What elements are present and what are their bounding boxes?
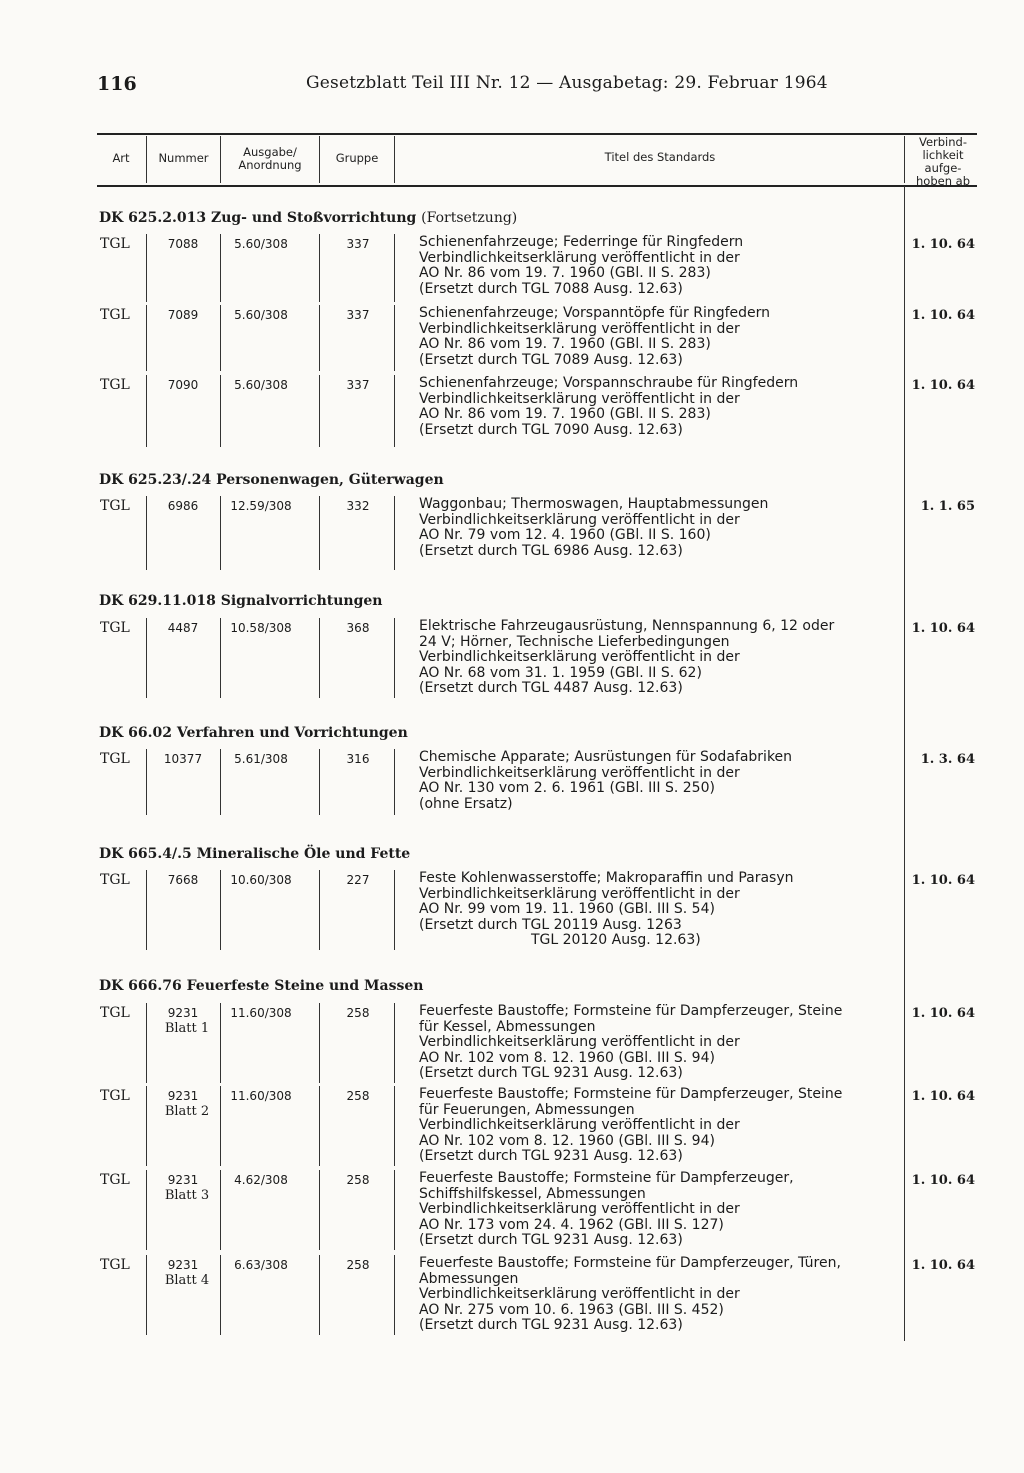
cell-nummer: 7088 bbox=[167, 237, 199, 251]
cell-nummer: 6986 bbox=[167, 499, 199, 513]
cell-nummer: 9231 bbox=[167, 1006, 199, 1020]
title-line: Verbindlichkeitserklärung veröffentlicht in der bbox=[419, 649, 740, 666]
section-heading-text: DK 666.76 Feuerfeste Steine und Massen bbox=[99, 978, 424, 994]
title-line: AO Nr. 86 vom 19. 7. 1960 (GBl. II S. 283) bbox=[419, 336, 711, 353]
cell-date: 1. 1. 65 bbox=[920, 499, 975, 514]
title-line: (Ersetzt durch TGL 20119 Ausg. 1263 bbox=[419, 916, 682, 933]
title-line: AO Nr. 275 vom 10. 6. 1963 (GBl. III S. 452) bbox=[419, 1301, 724, 1318]
cell-divider bbox=[319, 870, 320, 950]
cell-divider bbox=[394, 1086, 395, 1166]
cell-art: TGL bbox=[100, 377, 130, 393]
header-divider bbox=[394, 136, 395, 183]
cell-divider bbox=[319, 1003, 320, 1083]
cell-nummer: 9231 bbox=[167, 1089, 199, 1103]
cell-art: TGL bbox=[100, 1172, 130, 1188]
cell-divider bbox=[146, 305, 147, 371]
col-nummer: Nummer bbox=[158, 151, 209, 165]
cell-date: 1. 10. 64 bbox=[911, 237, 975, 252]
title-line: Feuerfeste Baustoffe; Formsteine für Dampferzeuger, bbox=[419, 1170, 794, 1186]
cell-date: 1. 10. 64 bbox=[911, 1258, 975, 1273]
title-line: (Ersetzt durch TGL 4487 Ausg. 12.63) bbox=[419, 680, 683, 697]
title-line: Schiffshilfskessel, Abmessungen bbox=[419, 1185, 646, 1202]
title-line: AO Nr. 86 vom 19. 7. 1960 (GBl. II S. 283) bbox=[419, 265, 711, 282]
title-line: (Ersetzt durch TGL 7088 Ausg. 12.63) bbox=[419, 280, 683, 297]
cell-art: TGL bbox=[100, 1088, 130, 1104]
cell-date: 1. 10. 64 bbox=[911, 621, 975, 636]
title-line: Verbindlichkeitserklärung veröffentlicht in der bbox=[419, 390, 740, 407]
cell-date: 1. 10. 64 bbox=[911, 1089, 975, 1104]
title-line: AO Nr. 102 vom 8. 12. 1960 (GBl. III S. 94) bbox=[419, 1132, 715, 1149]
cell-ausgabe: 4.62/308 bbox=[234, 1173, 288, 1187]
page-number: 116 bbox=[97, 73, 137, 95]
cell-divider bbox=[146, 618, 147, 698]
col-gruppe: Gruppe bbox=[335, 151, 379, 165]
title-line: Verbindlichkeitserklärung veröffentlicht in der bbox=[419, 764, 740, 781]
cell-divider bbox=[146, 1086, 147, 1166]
title-line: Elektrische Fahrzeugausrüstung, Nennspannung 6, 12 oder bbox=[419, 618, 835, 634]
section-heading-suffix: (Fortsetzung) bbox=[421, 210, 518, 226]
cell-gruppe: 337 bbox=[346, 378, 370, 392]
title-line: Schienenfahrzeuge; Vorspannschraube für Ringfedern bbox=[419, 375, 799, 391]
title-line: (Ersetzt durch TGL 9231 Ausg. 12.63) bbox=[419, 1232, 683, 1249]
cell-gruppe: 332 bbox=[346, 499, 370, 513]
cell-nummer: 10377 bbox=[163, 752, 203, 766]
title-line: AO Nr. 68 vom 31. 1. 1959 (GBl. II S. 62) bbox=[419, 664, 702, 681]
title-line: AO Nr. 102 vom 8. 12. 1960 (GBl. III S. 94) bbox=[419, 1049, 715, 1066]
cell-divider bbox=[394, 749, 395, 815]
cell-divider bbox=[394, 305, 395, 371]
cell-nummer-blatt: Blatt 3 bbox=[164, 1188, 210, 1203]
section-heading bbox=[99, 472, 444, 488]
title-line: Verbindlichkeitserklärung veröffentlicht in der bbox=[419, 1117, 740, 1134]
cell-divider bbox=[394, 375, 395, 447]
title-line: Waggonbau; Thermoswagen, Hauptabmessungen bbox=[419, 496, 769, 512]
title-line: Verbindlichkeitserklärung veröffentlicht in der bbox=[419, 1286, 740, 1303]
cell-art: TGL bbox=[100, 498, 130, 514]
cell-art: TGL bbox=[100, 1005, 130, 1021]
title-line: Feuerfeste Baustoffe; Formsteine für Dampferzeuger, Steine bbox=[419, 1086, 843, 1102]
cell-divider bbox=[319, 234, 320, 302]
section-heading bbox=[99, 978, 423, 994]
cell-nummer-blatt: Blatt 4 bbox=[164, 1273, 210, 1288]
cell-ausgabe: 11.60/308 bbox=[230, 1089, 292, 1103]
cell-art: TGL bbox=[100, 307, 130, 323]
cell-art: TGL bbox=[100, 751, 130, 767]
title-line: Verbindlichkeitserklärung veröffentlicht in der bbox=[419, 1201, 740, 1218]
header-divider bbox=[220, 136, 221, 183]
title-line: AO Nr. 79 vom 12. 4. 1960 (GBl. II S. 160) bbox=[419, 527, 711, 544]
cell-gruppe: 337 bbox=[346, 308, 370, 322]
col-art: Art bbox=[112, 151, 130, 165]
cell-ausgabe: 5.60/308 bbox=[234, 378, 288, 392]
title-line: Schienenfahrzeuge; Federringe für Ringfedern bbox=[419, 234, 744, 250]
section-heading bbox=[99, 725, 408, 741]
title-line: (Ersetzt durch TGL 9231 Ausg. 12.63) bbox=[419, 1148, 683, 1165]
cell-art: TGL bbox=[100, 620, 130, 636]
cell-date: 1. 10. 64 bbox=[911, 873, 975, 888]
title-line: Abmessungen bbox=[419, 1270, 519, 1287]
col-titel: Titel des Standards bbox=[604, 150, 716, 164]
cell-nummer: 7089 bbox=[167, 308, 199, 322]
section-heading bbox=[99, 593, 382, 609]
header-divider bbox=[904, 136, 905, 183]
cell-divider bbox=[394, 1003, 395, 1083]
cell-date: 1. 10. 64 bbox=[911, 1173, 975, 1188]
cell-ausgabe: 10.60/308 bbox=[230, 873, 292, 887]
cell-gruppe: 316 bbox=[346, 752, 370, 766]
cell-gruppe: 258 bbox=[346, 1089, 370, 1103]
cell-art: TGL bbox=[100, 872, 130, 888]
cell-divider bbox=[319, 1170, 320, 1250]
cell-divider bbox=[146, 749, 147, 815]
cell-divider bbox=[319, 375, 320, 447]
section-heading bbox=[99, 846, 410, 862]
cell-date: 1. 10. 64 bbox=[911, 308, 975, 323]
title-line: (Ersetzt durch TGL 6986 Ausg. 12.63) bbox=[419, 542, 683, 559]
col-ausgabe: Ausgabe/ Anordnung bbox=[238, 145, 302, 172]
cell-date: 1. 10. 64 bbox=[911, 378, 975, 393]
title-line: Verbindlichkeitserklärung veröffentlicht in der bbox=[419, 320, 740, 337]
cell-ausgabe: 11.60/308 bbox=[230, 1006, 292, 1020]
cell-nummer: 9231 bbox=[167, 1173, 199, 1187]
cell-ausgabe: 10.58/308 bbox=[230, 621, 292, 635]
cell-divider bbox=[319, 1255, 320, 1335]
cell-divider bbox=[394, 234, 395, 302]
title-line: Verbindlichkeitserklärung veröffentlicht in der bbox=[419, 511, 740, 528]
title-line: Verbindlichkeitserklärung veröffentlicht in der bbox=[419, 1034, 740, 1051]
title-line: AO Nr. 99 vom 19. 11. 1960 (GBl. III S. 54) bbox=[419, 901, 715, 918]
cell-divider bbox=[146, 234, 147, 302]
cell-divider bbox=[319, 496, 320, 570]
title-line: (Ersetzt durch TGL 9231 Ausg. 12.63) bbox=[419, 1065, 683, 1082]
cell-gruppe: 337 bbox=[346, 237, 370, 251]
title-line: (Ersetzt durch TGL 7090 Ausg. 12.63) bbox=[419, 421, 683, 438]
page-title: Gesetzblatt Teil III Nr. 12 — Ausgabetag: 29. Februar 1964 bbox=[306, 73, 828, 93]
cell-nummer: 9231 bbox=[167, 1258, 199, 1272]
title-line: 24 V; Hörner, Technische Lieferbedingungen bbox=[419, 633, 730, 650]
title-line: Chemische Apparate; Ausrüstungen für Sodafabriken bbox=[419, 749, 793, 765]
title-line: AO Nr. 173 vom 24. 4. 1962 (GBl. III S. 127) bbox=[419, 1216, 724, 1233]
section-heading-text: DK 66.02 Verfahren und Vorrichtungen bbox=[99, 725, 408, 741]
cell-divider bbox=[146, 870, 147, 950]
title-line: Verbindlichkeitserklärung veröffentlicht in der bbox=[419, 249, 740, 266]
cell-ausgabe: 12.59/308 bbox=[230, 499, 292, 513]
cell-gruppe: 227 bbox=[346, 873, 370, 887]
cell-ausgabe: 6.63/308 bbox=[234, 1258, 288, 1272]
title-line: AO Nr. 130 vom 2. 6. 1961 (GBl. III S. 250) bbox=[419, 780, 715, 797]
header-top-rule bbox=[97, 133, 977, 135]
cell-divider bbox=[394, 618, 395, 698]
cell-divider bbox=[146, 496, 147, 570]
cell-divider bbox=[319, 305, 320, 371]
cell-gruppe: 368 bbox=[346, 621, 370, 635]
section-heading-text: DK 665.4/.5 Mineralische Öle und Fette bbox=[99, 846, 411, 862]
title-line: (Ersetzt durch TGL 7089 Ausg. 12.63) bbox=[419, 351, 683, 368]
cell-gruppe: 258 bbox=[346, 1173, 370, 1187]
cell-ausgabe: 5.61/308 bbox=[234, 752, 288, 766]
title-line: Verbindlichkeitserklärung veröffentlicht in der bbox=[419, 885, 740, 902]
title-line: Feuerfeste Baustoffe; Formsteine für Dampferzeuger, Steine bbox=[419, 1003, 843, 1019]
cell-divider bbox=[319, 1086, 320, 1166]
cell-ausgabe: 5.60/308 bbox=[234, 308, 288, 322]
cell-divider bbox=[146, 1003, 147, 1083]
cell-gruppe: 258 bbox=[346, 1258, 370, 1272]
cell-nummer-blatt: Blatt 1 bbox=[164, 1021, 210, 1036]
cell-divider bbox=[394, 870, 395, 950]
title-line: für Feuerungen, Abmessungen bbox=[419, 1101, 635, 1118]
cell-gruppe: 258 bbox=[346, 1006, 370, 1020]
cell-divider bbox=[319, 749, 320, 815]
cell-divider bbox=[146, 375, 147, 447]
cell-divider bbox=[146, 1255, 147, 1335]
cell-nummer: 7668 bbox=[167, 873, 199, 887]
section-heading-text: DK 625.2.013 Zug- und Stoßvorrichtung bbox=[99, 210, 417, 226]
cell-divider bbox=[394, 1255, 395, 1335]
title-line: (Ersetzt durch TGL 9231 Ausg. 12.63) bbox=[419, 1317, 683, 1334]
title-line: für Kessel, Abmessungen bbox=[419, 1018, 596, 1035]
section-heading bbox=[99, 210, 517, 226]
cell-date: 1. 3. 64 bbox=[920, 752, 975, 767]
cell-nummer-blatt: Blatt 2 bbox=[164, 1104, 210, 1119]
col-verbindlich: Verbind- lichkeit aufge- hoben ab bbox=[916, 135, 970, 188]
title-line: TGL 20120 Ausg. 12.63) bbox=[531, 932, 701, 949]
cell-art: TGL bbox=[100, 1257, 130, 1273]
cell-nummer: 7090 bbox=[167, 378, 199, 392]
cell-divider bbox=[319, 618, 320, 698]
cell-art: TGL bbox=[100, 236, 130, 252]
title-line: (ohne Ersatz) bbox=[419, 795, 513, 812]
title-line: Feuerfeste Baustoffe; Formsteine für Dampferzeuger, Türen, bbox=[419, 1255, 841, 1271]
cell-ausgabe: 5.60/308 bbox=[234, 237, 288, 251]
cell-divider bbox=[394, 1170, 395, 1250]
cell-date: 1. 10. 64 bbox=[911, 1006, 975, 1021]
section-heading-text: DK 629.11.018 Signalvorrichtungen bbox=[99, 593, 383, 609]
section-heading-text: DK 625.23/.24 Personenwagen, Güterwagen bbox=[99, 472, 444, 488]
title-line: AO Nr. 86 vom 19. 7. 1960 (GBl. II S. 283) bbox=[419, 406, 711, 423]
cell-divider bbox=[394, 496, 395, 570]
header-bottom-rule bbox=[97, 185, 977, 187]
cell-divider bbox=[146, 1170, 147, 1250]
title-line: Feste Kohlenwasserstoffe; Makroparaffin und Parasyn bbox=[419, 870, 794, 886]
title-line: Schienenfahrzeuge; Vorspanntöpfe für Ringfedern bbox=[419, 305, 771, 321]
cell-nummer: 4487 bbox=[167, 621, 199, 635]
